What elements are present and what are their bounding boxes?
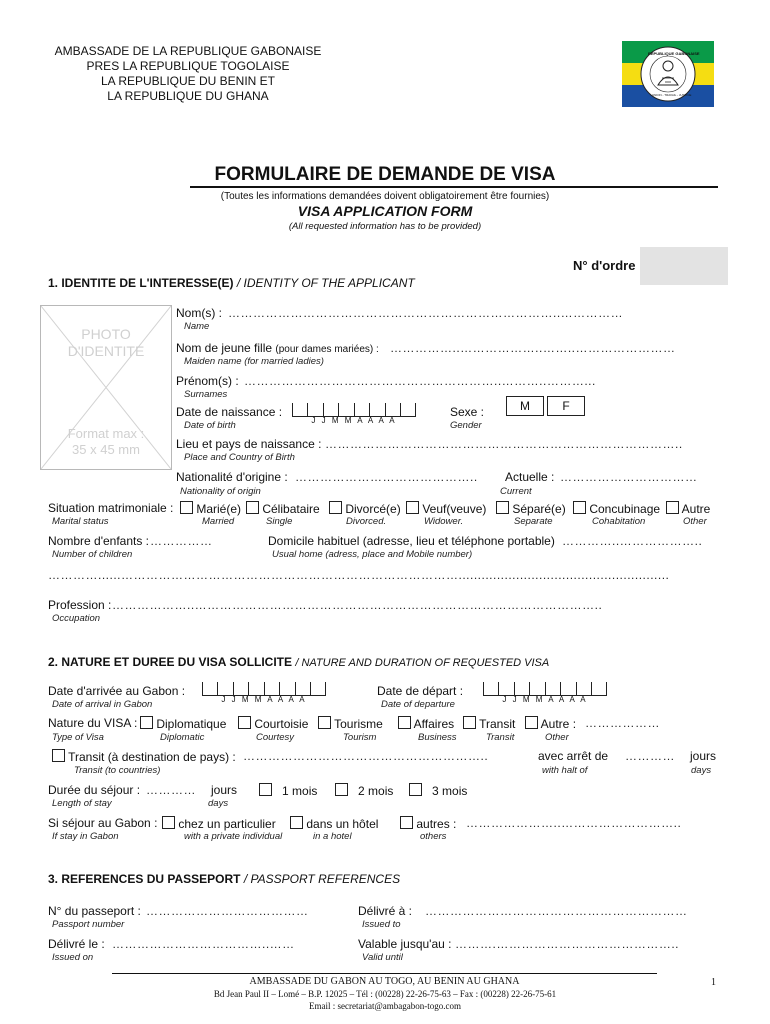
ordre-label: N° d'ordre bbox=[573, 258, 636, 273]
sexe-f: F bbox=[562, 399, 570, 413]
naissance-en: Date of birth bbox=[184, 420, 236, 431]
sejour-autres[interactable] bbox=[400, 816, 456, 831]
checkbox[interactable] bbox=[400, 816, 413, 829]
arret-en: with halt of bbox=[542, 765, 588, 776]
visa-type-en: Courtesy bbox=[256, 732, 295, 743]
numero-en: Passport number bbox=[52, 919, 125, 930]
embassy-line: LA REPUBLIQUE DU GHANA bbox=[107, 89, 269, 103]
actuelle-label: Actuelle : bbox=[505, 470, 555, 484]
date-format: J J M M A A A A bbox=[311, 416, 397, 425]
marital-option-en: Single bbox=[266, 516, 293, 527]
sejour-option-en: others bbox=[420, 831, 447, 842]
visa-type-label: Transit bbox=[479, 717, 516, 731]
valable-label: Valable jusqu'au : bbox=[358, 937, 452, 951]
nature-en: Type of Visa bbox=[52, 732, 104, 743]
transit-dest-field[interactable]: ………………………………………………….. bbox=[243, 749, 489, 763]
visa-type-tourisme[interactable] bbox=[318, 716, 383, 731]
section3-title: 3. REFERENCES DU PASSEPORT bbox=[48, 872, 241, 886]
sejour-option-label: chez un particulier bbox=[178, 817, 276, 831]
marital-option-label: Divorcé(e) bbox=[345, 502, 401, 516]
photo-label: PHOTO D'IDENTITE bbox=[67, 326, 145, 359]
section2-title: 2. NATURE ET DUREE DU VISA SOLLICITE bbox=[48, 655, 293, 669]
nationalite-label: Nationalité d'origine : bbox=[176, 470, 288, 484]
lieu-en: Place and Country of Birth bbox=[184, 452, 295, 463]
marital-option-en: Widower. bbox=[424, 516, 464, 527]
naissance-date-input[interactable] bbox=[292, 403, 416, 425]
checkbox[interactable] bbox=[463, 716, 476, 729]
section1-title: 1. IDENTITE DE L'INTERESSE(E) bbox=[48, 276, 234, 290]
prenoms-field[interactable]: ……………………………………………………..………..………... bbox=[244, 374, 596, 388]
duree-label: Durée du séjour : bbox=[48, 783, 141, 797]
jeune-fille-note: (pour dames mariées) : bbox=[275, 344, 379, 355]
duree-3-mois[interactable] bbox=[409, 783, 467, 798]
enfants-field[interactable]: …………… bbox=[150, 534, 213, 548]
marital-option-en: Married bbox=[202, 516, 235, 527]
arrivee-en: Date of arrival in Gabon bbox=[52, 699, 153, 710]
checkbox[interactable] bbox=[259, 783, 272, 796]
noms-field[interactable]: ……………………………………………………………………..…………… bbox=[228, 306, 624, 320]
marital-option-en: Divorced. bbox=[346, 516, 387, 527]
noms-en: Name bbox=[184, 321, 210, 332]
depart-date-input[interactable] bbox=[483, 682, 607, 704]
checkbox[interactable] bbox=[666, 501, 679, 514]
footer-line3: Email : secretariat@ambagabon-togo.com bbox=[309, 1001, 461, 1011]
lieu-field[interactable]: ………………………………………………………………………….. bbox=[325, 437, 683, 451]
sejour-particulier[interactable] bbox=[162, 816, 276, 831]
sexe-m: M bbox=[520, 399, 530, 413]
delivre-a-label: Délivré à : bbox=[358, 904, 413, 918]
duree-field[interactable]: ………… bbox=[146, 783, 196, 797]
duree-option-label: 2 mois bbox=[358, 784, 394, 798]
section3-heading bbox=[48, 872, 400, 886]
photo-size: 35 x 45 mm bbox=[72, 442, 140, 457]
naissance-label: Date de naissance : bbox=[176, 405, 283, 419]
marital-option-label: Séparé(e) bbox=[512, 502, 566, 516]
marital-option-separe[interactable] bbox=[496, 501, 566, 516]
sexe-f-box[interactable] bbox=[547, 396, 585, 416]
visa-autre-field[interactable]: ……………… bbox=[585, 716, 660, 730]
sejour-option-label: dans un hôtel bbox=[306, 817, 379, 831]
nature-label: Nature du VISA : bbox=[48, 716, 138, 730]
form-title: FORMULAIRE DE DEMANDE DE VISA bbox=[214, 164, 556, 185]
arrivee-date-input[interactable] bbox=[202, 682, 326, 704]
embassy-header bbox=[48, 44, 328, 104]
marital-option-divorce[interactable] bbox=[329, 501, 401, 516]
domicile-label: Domicile habituel (adresse, lieu et téléphone portable) bbox=[268, 534, 555, 548]
sejour-en: If stay in Gabon bbox=[52, 831, 119, 842]
visa-type-en: Transit bbox=[486, 732, 515, 743]
photo-box[interactable] bbox=[40, 305, 172, 470]
checkbox[interactable] bbox=[246, 501, 259, 514]
footer-line1: AMBASSADE DU GABON AU TOGO, AU BENIN AU GHANA bbox=[249, 976, 520, 987]
checkbox[interactable] bbox=[140, 716, 153, 729]
duree-2-mois[interactable] bbox=[335, 783, 393, 798]
profession-label: Profession : bbox=[48, 598, 112, 612]
valable-field[interactable]: ……….…………………………………….. bbox=[455, 937, 680, 951]
sejour-option-label: autres : bbox=[416, 817, 457, 831]
jeune-fille-label bbox=[176, 341, 379, 355]
duree-days: days bbox=[208, 798, 229, 809]
checkbox[interactable] bbox=[238, 716, 251, 729]
visa-type-en: Other bbox=[545, 732, 569, 743]
depart-en: Date of departure bbox=[381, 699, 455, 710]
domicile-en: Usual home (adress, place and Mobile number) bbox=[272, 549, 473, 560]
photo-format: Format max : bbox=[67, 426, 145, 441]
matrimoniale-en: Marital status bbox=[52, 516, 109, 527]
footer-rule bbox=[112, 973, 657, 974]
checkbox[interactable] bbox=[398, 716, 411, 729]
checkbox[interactable] bbox=[406, 501, 419, 514]
visa-type-en: Business bbox=[418, 732, 457, 743]
delivre-le-field[interactable]: ………………………………..…… bbox=[112, 937, 295, 951]
profession-field[interactable]: ………………..…………………………………………………………………………………….. bbox=[112, 598, 603, 612]
sexe-label: Sexe : bbox=[450, 405, 485, 419]
embassy-line: PRES LA REPUBLIQUE TOGOLAISE bbox=[86, 59, 290, 73]
marital-option-label: Concubinage bbox=[589, 502, 661, 516]
delivre-le-en: Issued on bbox=[52, 952, 94, 963]
visa-type-label: Autre : bbox=[540, 717, 577, 731]
marital-option-marie[interactable] bbox=[180, 501, 241, 516]
transit-dest-en: Transit (to countries) bbox=[74, 765, 161, 776]
section2-heading bbox=[48, 655, 549, 669]
sexe-en: Gender bbox=[450, 420, 482, 431]
visa-type-affaires[interactable] bbox=[398, 716, 454, 731]
marital-option-en: Cohabitation bbox=[592, 516, 646, 527]
arret-days: days bbox=[691, 765, 712, 776]
arret-jours: jours bbox=[690, 749, 717, 763]
nationalite-field[interactable]: …………………………………….. bbox=[295, 470, 478, 484]
sejour-option-en: with a private individual bbox=[184, 831, 283, 842]
marital-option-label: Marié(e) bbox=[196, 502, 242, 516]
duree-en: Length of stay bbox=[52, 798, 112, 809]
actuelle-field[interactable]: …………………………… bbox=[560, 470, 698, 484]
numero-label: N° du passeport : bbox=[48, 904, 141, 918]
duree-option-label: 1 mois bbox=[282, 784, 318, 798]
visa-type-label: Tourisme bbox=[334, 717, 383, 731]
duree-option-label: 3 mois bbox=[432, 784, 468, 798]
depart-label: Date de départ : bbox=[377, 684, 464, 698]
transit-dest-label: Transit (à destination de pays) : bbox=[68, 750, 236, 764]
checkbox[interactable] bbox=[318, 716, 331, 729]
checkbox[interactable] bbox=[329, 501, 342, 514]
section3-title-en: / PASSPORT REFERENCES bbox=[243, 872, 401, 886]
delivre-a-field[interactable]: ……………………………………………………… bbox=[425, 904, 688, 918]
delivre-le-label: Délivré le : bbox=[48, 937, 105, 951]
visa-type-transit[interactable] bbox=[463, 716, 515, 731]
marital-option-veuf[interactable] bbox=[406, 501, 486, 516]
sejour-label: Si séjour au Gabon : bbox=[48, 816, 158, 830]
enfants-en: Number of children bbox=[52, 549, 133, 560]
nationalite-en: Nationality of origin bbox=[180, 486, 261, 497]
prenoms-en: Surnames bbox=[184, 389, 228, 400]
footer-line2: Bd Jean Paul II – Lomé – B.P. 12025 – Tél : (00228) 22-26-75-63 – Fax : (00228) 22-26-75-61 bbox=[213, 989, 557, 999]
marital-option-celibataire[interactable] bbox=[246, 501, 320, 516]
title-rule bbox=[190, 186, 718, 188]
transit-dest-option[interactable] bbox=[52, 749, 236, 764]
sejour-hotel[interactable] bbox=[290, 816, 378, 831]
jeune-fille-text: Nom de jeune fille bbox=[176, 341, 273, 355]
checkbox[interactable] bbox=[180, 501, 193, 514]
subtitle-fr: (Toutes les informations demandées doivent obligatoirement être fournies) bbox=[220, 191, 550, 202]
jeune-fille-field[interactable]: ……………..………………..……..…………………… bbox=[390, 341, 676, 355]
page-number: 1 bbox=[711, 977, 716, 988]
domicile-field[interactable]: …………..……………….. bbox=[562, 534, 703, 548]
actuelle-en: Current bbox=[500, 486, 532, 497]
marital-option-label: Célibataire bbox=[262, 502, 320, 516]
marital-option-en: Separate bbox=[514, 516, 553, 527]
lieu-label: Lieu et pays de naissance : bbox=[176, 437, 322, 451]
marital-option-en: Other bbox=[683, 516, 707, 527]
subtitle-en: (All requested information has to be provided) bbox=[288, 221, 482, 232]
sejour-option-en: in a hotel bbox=[313, 831, 352, 842]
valable-en: Valid until bbox=[362, 952, 403, 963]
title-en: VISA APPLICATION FORM bbox=[297, 203, 473, 219]
visa-type-label: Courtoisie bbox=[254, 717, 309, 731]
sejour-autres-field[interactable]: …………………..……………………….. bbox=[466, 816, 682, 830]
visa-type-label: Diplomatique bbox=[156, 717, 227, 731]
checkbox[interactable] bbox=[335, 783, 348, 796]
embassy-line: AMBASSADE DE LA REPUBLIQUE GABONAISE bbox=[54, 44, 322, 58]
arret-field[interactable]: ………… bbox=[625, 749, 675, 763]
visa-type-courtoisie[interactable] bbox=[238, 716, 308, 731]
visa-type-diplomatique[interactable] bbox=[140, 716, 226, 731]
arret-label: avec arrêt de bbox=[538, 749, 609, 763]
checkbox[interactable] bbox=[52, 749, 65, 762]
marital-option-label: Autre bbox=[681, 502, 711, 516]
sexe-m-box[interactable] bbox=[506, 396, 544, 416]
checkbox[interactable] bbox=[409, 783, 422, 796]
section1-title-en: / IDENTITY OF THE APPLICANT bbox=[236, 276, 415, 290]
arrivee-label: Date d'arrivée au Gabon : bbox=[48, 684, 186, 698]
enfants-label: Nombre d'enfants : bbox=[48, 534, 150, 548]
visa-type-label: Affaires bbox=[413, 717, 455, 731]
marital-option-autre[interactable] bbox=[666, 501, 710, 516]
date-format: J J M M A A A A bbox=[221, 695, 307, 704]
visa-type-en: Diplomatic bbox=[160, 732, 205, 743]
duree-1-mois[interactable] bbox=[259, 783, 317, 798]
checkbox[interactable] bbox=[525, 716, 538, 729]
checkbox[interactable] bbox=[496, 501, 509, 514]
marital-option-concubinage[interactable] bbox=[573, 501, 660, 516]
emblem-text: REPUBLIQUE GABONAISE bbox=[648, 51, 700, 56]
ordre-box[interactable] bbox=[640, 247, 728, 285]
profession-en: Occupation bbox=[52, 613, 101, 624]
numero-field[interactable]: ………………………………… bbox=[146, 904, 309, 918]
delivre-a-en: Issued to bbox=[362, 919, 401, 930]
visa-type-en: Tourism bbox=[343, 732, 377, 743]
checkbox[interactable] bbox=[162, 816, 175, 829]
checkbox[interactable] bbox=[573, 501, 586, 514]
marital-option-label: Veuf(veuve) bbox=[422, 502, 487, 516]
visa-type-autre[interactable] bbox=[525, 716, 576, 731]
prenoms-label: Prénom(s) : bbox=[176, 374, 239, 388]
embassy-line: LA REPUBLIQUE DU BENIN ET bbox=[100, 74, 276, 88]
matrimoniale-label: Situation matrimoniale : bbox=[48, 501, 174, 515]
domicile-field-line2[interactable]: …………......………………………………………………………………………....................................................... bbox=[48, 568, 670, 582]
gabon-flag-emblem bbox=[622, 41, 714, 107]
duree-jours: jours bbox=[211, 783, 238, 797]
checkbox[interactable] bbox=[290, 816, 303, 829]
noms-label: Nom(s) : bbox=[176, 306, 222, 320]
date-format: J J M M A A A A bbox=[502, 695, 588, 704]
section1-heading bbox=[48, 276, 415, 290]
emblem-motto: UNION - TRAVAIL - JUSTICE bbox=[652, 93, 692, 97]
section2-title-en: / NATURE AND DURATION OF REQUESTED VISA bbox=[295, 657, 550, 669]
jeune-fille-en: Maiden name (for married ladies) bbox=[184, 356, 324, 367]
